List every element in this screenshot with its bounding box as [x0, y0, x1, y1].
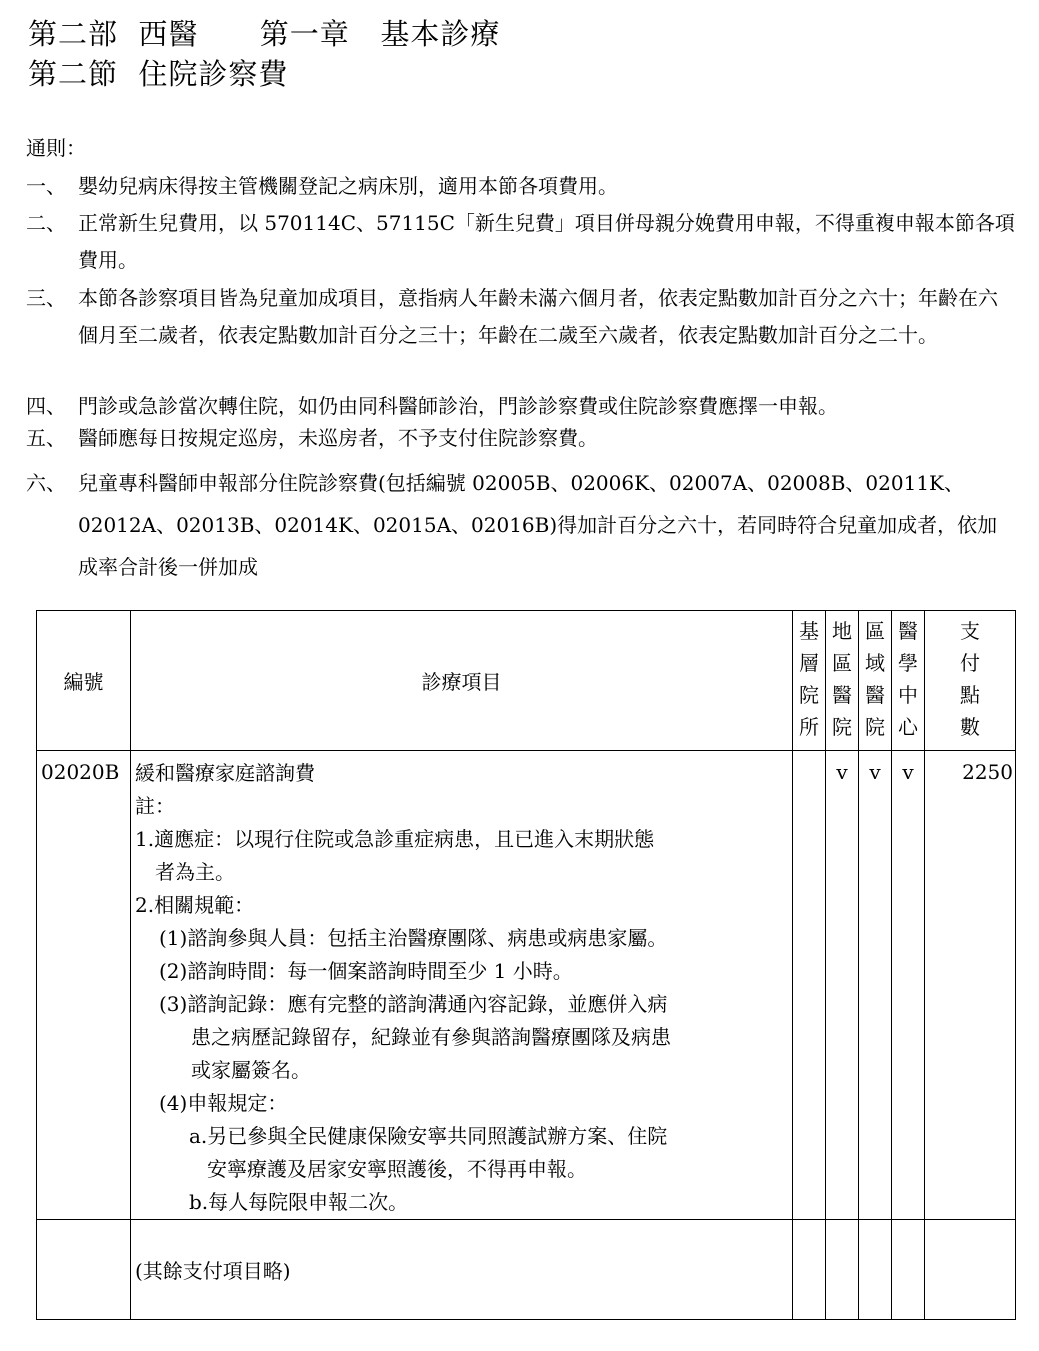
table-row	[37, 1220, 1016, 1320]
empty-cell	[793, 1220, 826, 1320]
header-points: 支 付 點 數	[925, 611, 1016, 751]
header-code: 編號	[37, 611, 131, 751]
rule-item	[26, 462, 1016, 588]
fee-schedule-table	[36, 610, 1016, 1320]
rule-index: 五、	[26, 426, 66, 450]
item-code: 02020B	[37, 751, 131, 1220]
note-line: 患之病歷記錄留存，紀錄並有參與諮詢醫療團隊及病患	[191, 1025, 671, 1049]
rule-text: 正常新生兒費用，以 570114C、57115C「新生兒費」項目併母親分娩費用申報，不得重複申報本節各項費用。	[78, 211, 1015, 272]
item-name: 緩和醫療家庭諮詢費	[135, 761, 315, 785]
clinic-mark	[793, 751, 826, 1220]
rule-index: 一、	[26, 174, 66, 198]
general-rules-title: 通則：	[26, 136, 86, 160]
header-medical-center: 醫 學 中 心	[892, 611, 925, 751]
rule-index: 六、	[26, 471, 66, 495]
section-heading: 第二節 住院診察費	[28, 57, 289, 91]
rule-text: 本節各診察項目皆為兒童加成項目，意指病人年齡未滿六個月者，依表定點數加計百分之六十；年齡在六個月至二歲者，依表定點數加計百分之三十；年齡在二歲至六歲者，依表定點數加計百分之二十。	[78, 286, 998, 347]
payment-points: 2250	[925, 751, 1016, 1220]
empty-cell	[925, 1220, 1016, 1320]
header-clinic: 基 層 院 所	[793, 611, 826, 751]
rule-text: 門診或急診當次轉住院，如仍由同科醫師診治，門診診察費或住院診察費應擇一申報。	[78, 394, 838, 418]
rule-text: 嬰幼兒病床得按主管機關登記之病床別，適用本節各項費用。	[78, 174, 618, 198]
note-line: 者為主。	[155, 860, 235, 884]
rule-item	[26, 205, 1016, 279]
rule-index: 二、	[26, 211, 66, 235]
note-line: (1)諮詢參與人員：包括主治醫療團隊、病患或病患家屬。	[159, 926, 668, 950]
empty-cell	[37, 1220, 131, 1320]
empty-cell	[826, 1220, 859, 1320]
note-line: 安寧療護及居家安寧照護後，不得再申報。	[207, 1157, 587, 1181]
empty-cell	[859, 1220, 892, 1320]
district-hospital-mark: v	[826, 751, 859, 1220]
medical-center-mark: v	[892, 751, 925, 1220]
item-description	[131, 751, 793, 1220]
note-line: 1.適應症：以現行住院或急診重症病患，且已進入末期狀態	[135, 827, 655, 851]
note-line: 2.相關規範：	[135, 893, 255, 917]
rule-index: 四、	[26, 394, 66, 418]
header-item: 診療項目	[131, 611, 793, 751]
table-row	[37, 751, 1016, 1220]
table-header-row	[37, 611, 1016, 751]
rule-text: 兒童專科醫師申報部分住院診察費(包括編號 02005B、02006K、02007A、02008B、02011K、02012A、02013B、02014K、02015A、02016B)得加計百分之六十，若同時符合兒童加成者，依加成率合計後一併加成	[78, 471, 998, 579]
omitted-items-note: (其餘支付項目略)	[131, 1220, 793, 1320]
note-line: b.每人每院限申報二次。	[189, 1190, 409, 1214]
regional-hospital-mark: v	[859, 751, 892, 1220]
rule-item	[26, 168, 1016, 205]
note-title: 註：	[135, 794, 175, 818]
part-chapter-heading: 第二部 西醫 第一章 基本診療	[28, 17, 501, 51]
rule-item	[26, 421, 1016, 455]
note-line: (4)申報規定：	[159, 1091, 288, 1115]
note-line: (2)諮詢時間：每一個案諮詢時間至少 1 小時。	[159, 959, 573, 983]
rule-item	[26, 389, 1016, 423]
note-line: (3)諮詢記錄：應有完整的諮詢溝通內容記錄，並應併入病	[159, 992, 668, 1016]
note-line: 或家屬簽名。	[191, 1058, 311, 1082]
rule-index: 三、	[26, 286, 66, 310]
rule-text: 醫師應每日按規定巡房，未巡房者，不予支付住院診察費。	[78, 426, 598, 450]
header-district-hospital: 地 區 醫 院	[826, 611, 859, 751]
note-line: a.另已參與全民健康保險安寧共同照護試辦方案、住院	[189, 1124, 668, 1148]
empty-cell	[892, 1220, 925, 1320]
rule-item	[26, 280, 1016, 354]
header-regional-hospital: 區 域 醫 院	[859, 611, 892, 751]
